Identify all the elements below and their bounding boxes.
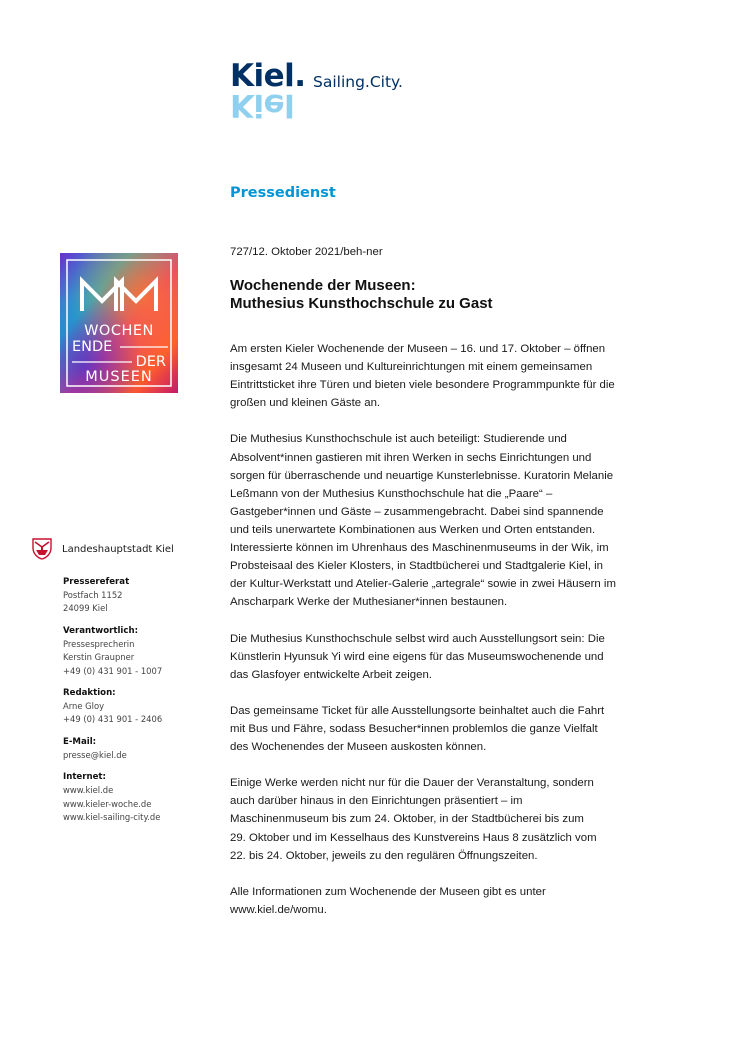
website-link[interactable]: www.kiel-sailing-city.de bbox=[63, 812, 161, 823]
paragraph bbox=[230, 883, 670, 919]
museum-weekend-logo bbox=[60, 253, 178, 393]
paragraph bbox=[230, 630, 670, 684]
contact-heading: Redaktion: bbox=[63, 688, 116, 699]
contact-phone: +49 (0) 431 901 - 1007 bbox=[63, 665, 163, 676]
contact-heading: E-Mail: bbox=[63, 736, 97, 747]
text-line: insgesamt 24 Museen und Kultureinrichtungen mit einem gemeinsamen bbox=[230, 361, 593, 374]
text-line: Leßmann von der Muthesius Kunsthochschule hat die „Paare“ – bbox=[230, 487, 553, 500]
contact-line: 24099 Kiel bbox=[63, 603, 108, 614]
website-link[interactable]: www.kieler-woche.de bbox=[63, 798, 152, 809]
paragraph bbox=[230, 702, 670, 756]
headline-line: Wochenende der Museen: bbox=[230, 277, 416, 294]
contact-block-editorial bbox=[63, 687, 212, 727]
logo-mirror-word: Kiel bbox=[230, 87, 295, 123]
contact-heading: Pressereferat bbox=[63, 577, 130, 587]
body-text bbox=[230, 340, 670, 937]
text-line: Alle Informationen zum Wochenende der Museen gibt es unter bbox=[230, 885, 546, 898]
contact-block-email bbox=[63, 736, 212, 762]
contact-heading: Internet: bbox=[63, 772, 106, 783]
paragraph bbox=[230, 340, 670, 412]
section-label: Pressedienst bbox=[230, 185, 336, 201]
kiel-coat-of-arms-icon bbox=[32, 538, 52, 560]
website-link[interactable]: www.kiel.de bbox=[63, 785, 114, 796]
headline bbox=[230, 277, 680, 313]
contact-line: Kerstin Graupner bbox=[63, 652, 135, 663]
contact-block-internet bbox=[63, 771, 212, 824]
text-line: großen und kleinen Gäste an. bbox=[230, 397, 381, 410]
text-line: Gastgeber*innen und Gäste – zusammengebracht. Dabei sind spannende bbox=[230, 505, 604, 518]
contact-block-responsible bbox=[63, 625, 212, 678]
text-line: auch darüber hinaus in den Einrichtungen präsentiert – im bbox=[230, 795, 523, 808]
headline-line: Muthesius Kunsthochschule zu Gast bbox=[230, 295, 493, 312]
text-line: das Glasfoyer entwickelte Arbeit zeigen. bbox=[230, 668, 432, 681]
contact-line: Pressesprecherin bbox=[63, 638, 135, 649]
info-link[interactable]: www.kiel.de/womu. bbox=[230, 903, 327, 916]
contact-sidebar bbox=[32, 538, 212, 833]
text-line: Absolvent*innen gastieren mit ihren Werken in sechs Einrichtungen und bbox=[230, 451, 592, 464]
text-line: Am ersten Kieler Wochenende der Museen – 16. und 17. Oktober – öffnen bbox=[230, 343, 606, 355]
text-line: sorgen für überraschende und neuartige Kunsterlebnisse. Kuratorin Melanie bbox=[230, 469, 614, 482]
logo-wordmark: Kiel. bbox=[230, 58, 306, 94]
text-line: mit Bus und Fähre, sodass Besucher*innen problemlos die ganze Vielfalt bbox=[230, 722, 598, 735]
text-line: 29. Oktober und im Kesselhaus des Kunstvereins Haus 8 zusätzlich vom bbox=[230, 831, 597, 844]
text-line: Das gemeinsame Ticket für alle Ausstellungsorte beinhaltet auch die Fahrt bbox=[230, 704, 605, 717]
email-link[interactable]: presse@kiel.de bbox=[63, 749, 127, 760]
org-header bbox=[32, 538, 212, 560]
contact-block-press-office bbox=[63, 576, 212, 616]
text-line: Einige Werke werden nicht nur für die Dauer der Veranstaltung, sondern bbox=[230, 777, 594, 790]
release-meta: 727/12. Oktober 2021/beh-ner bbox=[230, 246, 383, 258]
museum-logo-line4: MUSEEN bbox=[85, 369, 153, 385]
contact-phone: +49 (0) 431 901 - 2406 bbox=[63, 714, 163, 725]
text-line: Künstlerin Hyunsuk Yi wird eine eigens für das Museumswochenende und bbox=[230, 650, 604, 663]
text-line: 22. bis 24. Oktober, jeweils zu den regulären Öffnungszeiten. bbox=[230, 849, 538, 862]
contact-line: Postfach 1152 bbox=[63, 590, 123, 600]
text-line: Interessierte können im Uhrenhaus des Maschinenmuseums in der Wik, im bbox=[230, 542, 609, 555]
org-name: Landeshauptstadt Kiel bbox=[62, 543, 174, 555]
museum-logo-line1: WOCHEN bbox=[84, 323, 154, 339]
text-line: Probsteisaal des Kieler Klosters, in Stadtbücherei und Stadtgalerie Kiel, in bbox=[230, 560, 603, 573]
paragraph bbox=[230, 774, 670, 864]
text-line: und teils unerwartete Kombinationen aus Werken und Orten entstanden. bbox=[230, 523, 596, 536]
museum-logo-line3: DER bbox=[135, 354, 166, 370]
paragraph bbox=[230, 430, 670, 611]
text-line: Maschinenmuseum bis zum 24. Oktober, in der Stadtbücherei bis zum bbox=[230, 813, 584, 826]
text-line: Anscharpark Werke der Muthesianer*innen bestaunen. bbox=[230, 596, 508, 609]
text-line: Eintrittsticket ihre Türen und bieten viele besondere Programmpunkte für die bbox=[230, 379, 615, 392]
kiel-sailing-city-logo bbox=[230, 58, 490, 128]
logo-tagline: Sailing.City. bbox=[313, 73, 403, 91]
text-line: des Wochenendes der Museen auskosten können. bbox=[230, 741, 487, 754]
museum-logo-graphic bbox=[60, 253, 178, 393]
text-line: Die Muthesius Kunsthochschule selbst wird auch Ausstellungsort sein: Die bbox=[230, 632, 605, 645]
contact-line: Arne Gloy bbox=[63, 701, 105, 712]
museum-logo-line2: ENDE bbox=[72, 339, 113, 355]
text-line: der Kultur-Werkstatt und Atelier-Galerie „artegrale“ sowie in zwei Häusern im bbox=[230, 578, 616, 591]
text-line: Die Muthesius Kunsthochschule ist auch beteiligt: Studierende und bbox=[230, 433, 567, 446]
contact-heading: Verantwortlich: bbox=[63, 625, 139, 636]
